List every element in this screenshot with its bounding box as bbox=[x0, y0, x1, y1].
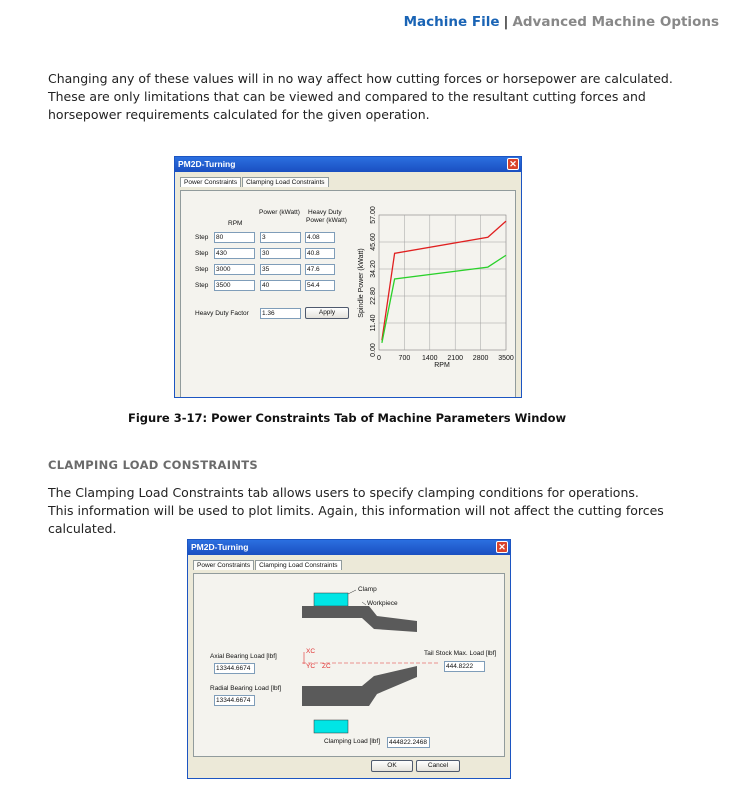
x-tick-labels bbox=[377, 355, 514, 362]
spindle-power-chart bbox=[347, 193, 517, 368]
clamping-load-label: Clamping Load [lbf] bbox=[324, 738, 381, 745]
y-tick-label: 34.20 bbox=[370, 260, 377, 278]
clamping-load-input[interactable]: 444822.2468 bbox=[387, 737, 430, 748]
clamping-load-window bbox=[187, 539, 511, 779]
axial-bearing-load-label: Axial Bearing Load [lbf] bbox=[210, 653, 277, 660]
heavy-duty-column-header: Heavy Duty bbox=[308, 209, 342, 216]
heavy-duty-factor-input[interactable]: 1.36 bbox=[260, 308, 301, 319]
xc-axis-label: XC bbox=[306, 648, 316, 655]
y-tick-label: 11.40 bbox=[370, 314, 377, 332]
y-tick-label: 45.60 bbox=[370, 233, 377, 251]
advanced-machine-options-link[interactable]: Advanced Machine Options bbox=[512, 14, 719, 30]
clamp-line: This information will be used to plot limits. Again, this information will not affect the cutting forces bbox=[48, 503, 664, 518]
x-tick-label: 3500 bbox=[498, 355, 514, 362]
cancel-button[interactable]: Cancel bbox=[416, 760, 460, 772]
clamping-load-pane bbox=[193, 573, 505, 757]
machine-file-link[interactable]: Machine File bbox=[403, 14, 500, 30]
lower-workpiece-shape bbox=[302, 666, 417, 706]
close-icon[interactable]: ✕ bbox=[496, 541, 508, 553]
clamp-label: Clamp bbox=[358, 586, 377, 593]
clamp-callout-line bbox=[348, 590, 356, 594]
section-title: CLAMPING LOAD CONSTRAINTS bbox=[48, 458, 258, 472]
power-input[interactable]: 30 bbox=[260, 248, 301, 259]
tab-clamping-load-constraints[interactable]: Clamping Load Constraints bbox=[255, 560, 341, 570]
intro-line: horsepower requirements calculated for the given operation. bbox=[48, 107, 430, 122]
y-tick-label: 22.80 bbox=[370, 287, 377, 305]
rpm-column-header: RPM bbox=[228, 220, 243, 227]
upper-clamp-shape bbox=[314, 593, 348, 606]
window-titlebar bbox=[188, 540, 510, 555]
clamp-line: The Clamping Load Constraints tab allows users to specify clamping conditions for operations. bbox=[48, 485, 639, 500]
y-tick-labels bbox=[370, 206, 377, 357]
power-constraints-pane bbox=[180, 190, 516, 398]
workpiece-label: Workpiece bbox=[367, 600, 398, 607]
power-constraints-window bbox=[174, 156, 522, 398]
ok-button[interactable]: OK bbox=[371, 760, 413, 772]
y-axis-label: Spindle Power (kWatt) bbox=[358, 248, 365, 318]
step-label: Step bbox=[195, 282, 209, 289]
heavy-duty-power-input[interactable]: 40.8 bbox=[305, 248, 335, 259]
breadcrumb bbox=[404, 14, 719, 30]
clamp-paragraph bbox=[48, 484, 664, 538]
radial-bearing-load-input[interactable]: 13344.6674 bbox=[214, 695, 255, 706]
rpm-input[interactable]: 3500 bbox=[214, 280, 255, 291]
clamp-line: calculated. bbox=[48, 521, 117, 536]
rpm-input[interactable]: 3000 bbox=[214, 264, 255, 275]
heavy-duty-power-input[interactable]: 47.6 bbox=[305, 264, 335, 275]
rpm-input[interactable]: 80 bbox=[214, 232, 255, 243]
y-tick-label: 57.00 bbox=[370, 206, 377, 224]
yc-axis-label: YC bbox=[306, 663, 316, 670]
intro-line: These are only limitations that can be viewed and compared to the resultant cutting forces and bbox=[48, 89, 646, 104]
tab-power-constraints[interactable]: Power Constraints bbox=[193, 560, 254, 570]
step-label: Step bbox=[195, 250, 209, 257]
upper-workpiece-shape bbox=[302, 606, 417, 632]
x-tick-label: 700 bbox=[398, 355, 411, 362]
heavy-duty-factor-label: Heavy Duty Factor bbox=[195, 310, 249, 317]
close-icon[interactable]: ✕ bbox=[507, 158, 519, 170]
lower-clamp-shape bbox=[314, 720, 348, 733]
window-title: PM2D-Turning bbox=[191, 542, 249, 552]
x-tick-label: 0 bbox=[377, 355, 381, 362]
y-tick-label: 0.00 bbox=[370, 343, 377, 357]
figure-caption: Figure 3-17: Power Constraints Tab of Machine Parameters Window bbox=[128, 411, 567, 425]
heavy-duty-column-subheader: Power (kWatt) bbox=[306, 217, 347, 224]
x-tick-label: 1400 bbox=[422, 355, 438, 362]
window-title: PM2D-Turning bbox=[178, 159, 236, 169]
heavy-duty-power-input[interactable]: 4.08 bbox=[305, 232, 335, 243]
step-label: Step bbox=[195, 234, 209, 241]
tab-clamping-load-constraints[interactable]: Clamping Load Constraints bbox=[242, 177, 328, 187]
heavy-duty-power-input[interactable]: 54.4 bbox=[305, 280, 335, 291]
power-input[interactable]: 3 bbox=[260, 232, 301, 243]
workpiece-callout-line bbox=[362, 602, 366, 605]
x-axis-label: RPM bbox=[434, 362, 450, 368]
step-label: Step bbox=[195, 266, 209, 273]
window-titlebar bbox=[175, 157, 521, 172]
power-input[interactable]: 40 bbox=[260, 280, 301, 291]
intro-paragraph bbox=[48, 70, 673, 124]
radial-bearing-load-label: Radial Bearing Load [lbf] bbox=[210, 685, 282, 692]
tab-power-constraints[interactable]: Power Constraints bbox=[180, 177, 241, 187]
tab-strip bbox=[193, 560, 343, 573]
x-tick-label: 2800 bbox=[472, 355, 489, 362]
breadcrumb-separator: | bbox=[503, 14, 509, 30]
x-tick-label: 2100 bbox=[447, 355, 463, 362]
power-input[interactable]: 35 bbox=[260, 264, 301, 275]
power-column-header: Power (kWatt) bbox=[259, 209, 300, 216]
zc-axis-label: ZC bbox=[322, 663, 331, 670]
tab-strip bbox=[180, 177, 330, 190]
rpm-input[interactable]: 430 bbox=[214, 248, 255, 259]
apply-button[interactable]: Apply bbox=[305, 307, 349, 319]
tail-stock-load-label: Tail Stock Max. Load [lbf] bbox=[424, 650, 497, 657]
intro-line: Changing any of these values will in no way affect how cutting forces or horsepower are calculated. bbox=[48, 71, 673, 86]
plot-area bbox=[379, 215, 506, 350]
axial-bearing-load-input[interactable]: 13344.6674 bbox=[214, 663, 255, 674]
tail-stock-load-input[interactable]: 444.8222 bbox=[444, 661, 485, 672]
